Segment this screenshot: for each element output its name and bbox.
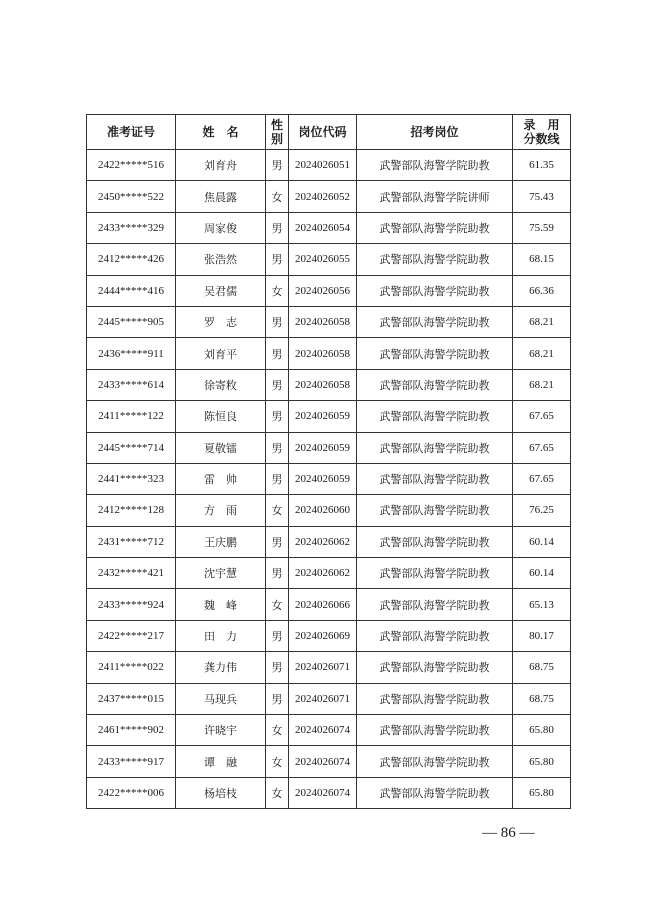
cell-exam-id: 2445*****714 bbox=[87, 432, 176, 463]
cell-score: 61.35 bbox=[513, 150, 571, 181]
cell-score: 68.21 bbox=[513, 338, 571, 369]
table-row bbox=[87, 683, 571, 714]
header-exam-id: 准考证号 bbox=[87, 115, 176, 150]
header-gender-line2: 别 bbox=[270, 132, 283, 146]
cell-position: 武警部队海警学院助教 bbox=[357, 244, 513, 275]
cell-position-code: 2024026055 bbox=[289, 244, 357, 275]
cell-gender: 女 bbox=[266, 589, 289, 620]
cell-exam-id: 2422*****516 bbox=[87, 150, 176, 181]
cell-exam-id: 2433*****614 bbox=[87, 369, 176, 400]
cell-score: 66.36 bbox=[513, 275, 571, 306]
table-row bbox=[87, 746, 571, 777]
cell-score: 65.80 bbox=[513, 746, 571, 777]
cell-position-code: 2024026074 bbox=[289, 715, 357, 746]
cell-position: 武警部队海警学院助教 bbox=[357, 746, 513, 777]
cell-score: 67.65 bbox=[513, 463, 571, 494]
cell-name: 徐寄敉 bbox=[176, 369, 266, 400]
cell-position-code: 2024026056 bbox=[289, 275, 357, 306]
cell-position-code: 2024026058 bbox=[289, 338, 357, 369]
table-row bbox=[87, 495, 571, 526]
cell-exam-id: 2422*****217 bbox=[87, 620, 176, 651]
cell-position-code: 2024026066 bbox=[289, 589, 357, 620]
cell-position: 武警部队海警学院助教 bbox=[357, 495, 513, 526]
cell-exam-id: 2433*****329 bbox=[87, 212, 176, 243]
cell-exam-id: 2441*****323 bbox=[87, 463, 176, 494]
cell-position-code: 2024026059 bbox=[289, 401, 357, 432]
cell-gender: 女 bbox=[266, 275, 289, 306]
table-row bbox=[87, 401, 571, 432]
cell-name: 方 雨 bbox=[176, 495, 266, 526]
admission-score-table bbox=[86, 114, 571, 809]
table-header-row bbox=[87, 115, 571, 150]
cell-score: 75.59 bbox=[513, 212, 571, 243]
cell-name: 王庆鹏 bbox=[176, 526, 266, 557]
table-row bbox=[87, 558, 571, 589]
cell-gender: 女 bbox=[266, 181, 289, 212]
cell-gender: 男 bbox=[266, 526, 289, 557]
cell-position: 武警部队海警学院助教 bbox=[357, 620, 513, 651]
cell-gender: 女 bbox=[266, 746, 289, 777]
table-row bbox=[87, 620, 571, 651]
cell-position: 武警部队海警学院助教 bbox=[357, 463, 513, 494]
cell-position-code: 2024026074 bbox=[289, 746, 357, 777]
cell-position-code: 2024026062 bbox=[289, 526, 357, 557]
cell-position-code: 2024026059 bbox=[289, 432, 357, 463]
table-row bbox=[87, 369, 571, 400]
cell-position: 武警部队海警学院助教 bbox=[357, 777, 513, 808]
cell-exam-id: 2433*****917 bbox=[87, 746, 176, 777]
cell-score: 65.80 bbox=[513, 777, 571, 808]
cell-name: 杨培枝 bbox=[176, 777, 266, 808]
cell-gender: 男 bbox=[266, 620, 289, 651]
cell-gender: 男 bbox=[266, 369, 289, 400]
cell-position: 武警部队海警学院讲师 bbox=[357, 181, 513, 212]
header-position-code: 岗位代码 bbox=[289, 115, 357, 150]
cell-position: 武警部队海警学院助教 bbox=[357, 275, 513, 306]
cell-position: 武警部队海警学院助教 bbox=[357, 589, 513, 620]
cell-exam-id: 2444*****416 bbox=[87, 275, 176, 306]
cell-score: 67.65 bbox=[513, 432, 571, 463]
cell-gender: 女 bbox=[266, 777, 289, 808]
cell-position-code: 2024026054 bbox=[289, 212, 357, 243]
cell-name: 刘育舟 bbox=[176, 150, 266, 181]
cell-name: 雷 帅 bbox=[176, 463, 266, 494]
cell-name: 吴君儒 bbox=[176, 275, 266, 306]
cell-name: 周家俊 bbox=[176, 212, 266, 243]
cell-name: 刘育平 bbox=[176, 338, 266, 369]
table-row bbox=[87, 715, 571, 746]
cell-position: 武警部队海警学院助教 bbox=[357, 683, 513, 714]
cell-name: 龚力伟 bbox=[176, 652, 266, 683]
header-name: 姓 名 bbox=[176, 115, 266, 150]
table-row bbox=[87, 526, 571, 557]
cell-name: 田 力 bbox=[176, 620, 266, 651]
cell-score: 75.43 bbox=[513, 181, 571, 212]
cell-gender: 男 bbox=[266, 244, 289, 275]
cell-gender: 男 bbox=[266, 652, 289, 683]
cell-score: 60.14 bbox=[513, 558, 571, 589]
header-score-line2: 分数线 bbox=[523, 132, 560, 146]
header-position: 招考岗位 bbox=[357, 115, 513, 150]
cell-exam-id: 2411*****022 bbox=[87, 652, 176, 683]
table-row bbox=[87, 244, 571, 275]
cell-gender: 女 bbox=[266, 715, 289, 746]
cell-position: 武警部队海警学院助教 bbox=[357, 558, 513, 589]
cell-position-code: 2024026060 bbox=[289, 495, 357, 526]
page-number: — 86 — bbox=[482, 825, 535, 841]
header-gender-line1: 性 bbox=[270, 118, 283, 132]
table-row bbox=[87, 432, 571, 463]
cell-position: 武警部队海警学院助教 bbox=[357, 715, 513, 746]
table-row bbox=[87, 589, 571, 620]
cell-name: 张浩然 bbox=[176, 244, 266, 275]
cell-position-code: 2024026058 bbox=[289, 306, 357, 337]
cell-score: 65.80 bbox=[513, 715, 571, 746]
cell-position: 武警部队海警学院助教 bbox=[357, 369, 513, 400]
table-row bbox=[87, 150, 571, 181]
cell-exam-id: 2412*****426 bbox=[87, 244, 176, 275]
cell-position: 武警部队海警学院助教 bbox=[357, 212, 513, 243]
cell-name: 焦晨露 bbox=[176, 181, 266, 212]
cell-exam-id: 2433*****924 bbox=[87, 589, 176, 620]
cell-name: 谭 融 bbox=[176, 746, 266, 777]
cell-name: 夏敬镭 bbox=[176, 432, 266, 463]
table-body bbox=[87, 150, 571, 809]
cell-position-code: 2024026059 bbox=[289, 463, 357, 494]
cell-name: 罗 志 bbox=[176, 306, 266, 337]
table-row bbox=[87, 463, 571, 494]
cell-position: 武警部队海警学院助教 bbox=[357, 652, 513, 683]
cell-score: 65.13 bbox=[513, 589, 571, 620]
table-row bbox=[87, 652, 571, 683]
cell-gender: 男 bbox=[266, 463, 289, 494]
header-gender bbox=[266, 115, 289, 150]
cell-score: 76.25 bbox=[513, 495, 571, 526]
cell-score: 68.75 bbox=[513, 683, 571, 714]
cell-exam-id: 2412*****128 bbox=[87, 495, 176, 526]
cell-position-code: 2024026062 bbox=[289, 558, 357, 589]
cell-exam-id: 2431*****712 bbox=[87, 526, 176, 557]
cell-score: 68.21 bbox=[513, 369, 571, 400]
cell-gender: 男 bbox=[266, 306, 289, 337]
table-row bbox=[87, 338, 571, 369]
cell-position: 武警部队海警学院助教 bbox=[357, 526, 513, 557]
cell-gender: 男 bbox=[266, 558, 289, 589]
cell-name: 陈恒良 bbox=[176, 401, 266, 432]
cell-position-code: 2024026058 bbox=[289, 369, 357, 400]
cell-position: 武警部队海警学院助教 bbox=[357, 150, 513, 181]
table-row bbox=[87, 181, 571, 212]
cell-name: 魏 峰 bbox=[176, 589, 266, 620]
cell-gender: 女 bbox=[266, 495, 289, 526]
cell-position: 武警部队海警学院助教 bbox=[357, 401, 513, 432]
cell-score: 67.65 bbox=[513, 401, 571, 432]
cell-position: 武警部队海警学院助教 bbox=[357, 306, 513, 337]
cell-gender: 男 bbox=[266, 432, 289, 463]
cell-score: 68.75 bbox=[513, 652, 571, 683]
cell-gender: 男 bbox=[266, 212, 289, 243]
cell-position: 武警部队海警学院助教 bbox=[357, 432, 513, 463]
cell-exam-id: 2437*****015 bbox=[87, 683, 176, 714]
header-score-line1: 录 用 bbox=[523, 118, 560, 132]
cell-name: 许晓宇 bbox=[176, 715, 266, 746]
cell-score: 60.14 bbox=[513, 526, 571, 557]
cell-exam-id: 2411*****122 bbox=[87, 401, 176, 432]
cell-gender: 男 bbox=[266, 338, 289, 369]
cell-position-code: 2024026071 bbox=[289, 652, 357, 683]
table-row bbox=[87, 212, 571, 243]
cell-score: 80.17 bbox=[513, 620, 571, 651]
cell-position-code: 2024026069 bbox=[289, 620, 357, 651]
cell-gender: 男 bbox=[266, 683, 289, 714]
cell-exam-id: 2436*****911 bbox=[87, 338, 176, 369]
cell-score: 68.15 bbox=[513, 244, 571, 275]
cell-position-code: 2024026074 bbox=[289, 777, 357, 808]
table-row bbox=[87, 275, 571, 306]
cell-score: 68.21 bbox=[513, 306, 571, 337]
cell-exam-id: 2432*****421 bbox=[87, 558, 176, 589]
cell-exam-id: 2445*****905 bbox=[87, 306, 176, 337]
cell-exam-id: 2450*****522 bbox=[87, 181, 176, 212]
cell-position-code: 2024026051 bbox=[289, 150, 357, 181]
table-row bbox=[87, 777, 571, 808]
cell-name: 马现兵 bbox=[176, 683, 266, 714]
cell-position: 武警部队海警学院助教 bbox=[357, 338, 513, 369]
cell-exam-id: 2422*****006 bbox=[87, 777, 176, 808]
cell-gender: 男 bbox=[266, 150, 289, 181]
header-score-line bbox=[513, 115, 571, 150]
cell-gender: 男 bbox=[266, 401, 289, 432]
cell-name: 沈宇慧 bbox=[176, 558, 266, 589]
cell-exam-id: 2461*****902 bbox=[87, 715, 176, 746]
cell-position-code: 2024026071 bbox=[289, 683, 357, 714]
cell-position-code: 2024026052 bbox=[289, 181, 357, 212]
table-row bbox=[87, 306, 571, 337]
